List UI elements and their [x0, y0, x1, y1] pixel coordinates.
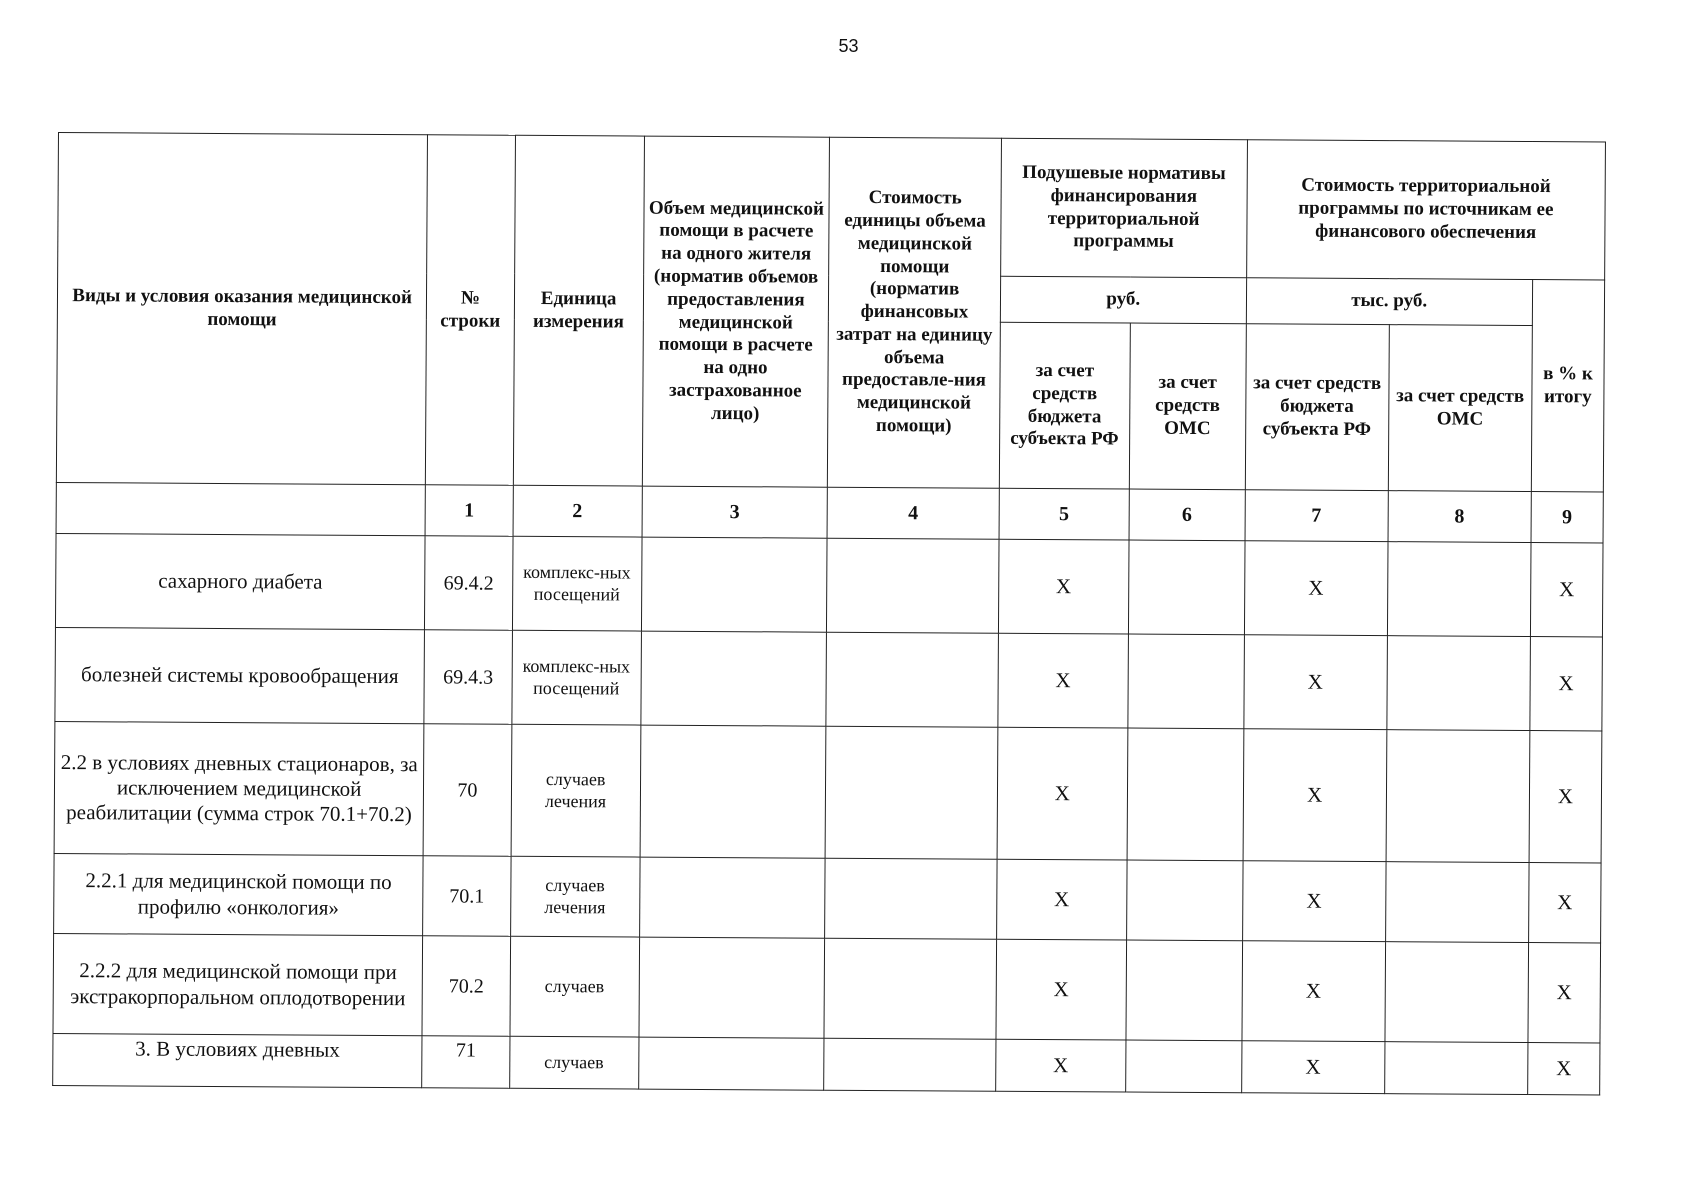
column-number: 5	[999, 488, 1129, 540]
row-oms-thousand	[1387, 542, 1531, 637]
table-row	[53, 1033, 1600, 1094]
header-unit-rub: руб.	[1000, 276, 1246, 324]
row-budget-rf-rub: Х	[997, 727, 1128, 860]
header-oms-rub: за счет средств ОМС	[1129, 323, 1246, 490]
row-unit: комплекс-ных посещений	[512, 536, 641, 631]
header-unit-cost: Стоимость единицы объема медицинской помощи (норматив финансовых затрат на единицу объема предоставле-ния медицинской помощи)	[828, 137, 1002, 488]
row-unit-cost	[824, 1038, 996, 1091]
row-budget-rf-thousand: Х	[1243, 635, 1387, 730]
row-line-number: 71	[422, 1036, 510, 1089]
row-unit: комплекс-ных посещений	[512, 630, 641, 725]
row-percent: Х	[1527, 1042, 1600, 1094]
header-budget-rf-rub: за счет средств бюджета субъекта РФ	[999, 322, 1130, 489]
row-percent: Х	[1528, 942, 1601, 1042]
row-unit-cost	[826, 632, 998, 727]
row-budget-rf-rub: Х	[995, 1039, 1125, 1092]
row-kind: 2.2.2 для медицинской помощи при экстракорпоральном оплодотворении	[53, 933, 423, 1035]
row-volume	[640, 725, 827, 858]
header-total-group: Стоимость территориальной программы по источникам ее финансового обеспечения	[1246, 140, 1605, 280]
row-unit-cost	[825, 858, 997, 939]
row-kind: сахарного диабета	[55, 533, 425, 629]
row-budget-rf-thousand: Х	[1244, 541, 1388, 636]
row-percent: Х	[1528, 862, 1601, 942]
column-number: 6	[1129, 489, 1245, 541]
row-line-number: 70.2	[422, 936, 510, 1037]
row-budget-rf-thousand: Х	[1241, 1041, 1384, 1094]
row-budget-rf-rub: Х	[998, 539, 1129, 634]
row-unit: случаев	[510, 936, 640, 1037]
header-line-number: № строки	[426, 135, 516, 486]
row-line-number: 70	[423, 724, 511, 857]
row-unit-cost	[825, 726, 997, 859]
header-unit: Единица измерения	[513, 135, 644, 486]
header-kind: Виды и условия оказания медицинской помощи	[56, 133, 427, 485]
row-percent: Х	[1530, 543, 1603, 637]
row-oms-rub	[1128, 540, 1244, 635]
row-line-number: 69.4.3	[424, 630, 512, 725]
row-oms-thousand	[1385, 942, 1529, 1043]
page-number: 53	[838, 36, 859, 56]
row-budget-rf-thousand: Х	[1242, 861, 1386, 942]
column-number: 2	[513, 485, 642, 537]
row-kind: болезней системы кровообращения	[55, 627, 425, 723]
column-number: 4	[827, 487, 999, 539]
row-oms-rub	[1128, 634, 1244, 729]
row-budget-rf-rub: Х	[998, 633, 1129, 728]
column-number: 7	[1245, 490, 1388, 542]
row-oms-thousand	[1384, 1042, 1527, 1095]
row-oms-rub	[1126, 940, 1242, 1041]
column-number: 3	[642, 486, 828, 538]
table-row	[55, 533, 1603, 636]
table-row	[54, 721, 1602, 862]
table-row	[53, 933, 1601, 1042]
row-percent: Х	[1529, 731, 1602, 863]
header-percapita-group: Подушевые нормативы финансирования территориальной программы	[1000, 138, 1247, 277]
row-oms-thousand	[1386, 730, 1530, 863]
row-oms-thousand	[1387, 636, 1531, 731]
header-percent: в % к итогу	[1531, 280, 1604, 492]
column-number-blank	[56, 482, 426, 535]
row-budget-rf-rub: Х	[996, 939, 1127, 1040]
row-unit: случаев лечения	[510, 856, 639, 937]
row-oms-thousand	[1385, 862, 1529, 943]
column-number: 9	[1531, 492, 1603, 543]
row-budget-rf-rub: Х	[996, 859, 1126, 940]
header-budget-rf-thousand: за счет средств бюджета субъекта РФ	[1245, 324, 1389, 491]
row-unit-cost	[827, 538, 999, 633]
table-row	[54, 853, 1601, 942]
row-volume	[641, 537, 827, 632]
row-oms-rub	[1125, 1040, 1241, 1093]
row-oms-rub	[1126, 860, 1242, 941]
row-line-number: 69.4.2	[425, 536, 513, 631]
table-row	[55, 627, 1603, 730]
row-kind: 2.2 в условиях дневных стационаров, за исключением медицинской реабилитации (сумма строк 70.1+70.2)	[54, 721, 424, 855]
header-unit-thousand-rub: тыс. руб.	[1246, 278, 1532, 326]
header-oms-thousand: за счет средств ОМС	[1388, 325, 1532, 492]
column-number: 8	[1388, 491, 1531, 543]
row-kind: 2.2.1 для медицинской помощи по профилю «онкология»	[54, 853, 424, 935]
row-oms-rub	[1127, 728, 1244, 861]
row-unit: случаев лечения	[511, 724, 641, 857]
row-volume	[638, 1037, 824, 1090]
column-number: 1	[425, 485, 513, 537]
row-volume	[639, 857, 825, 938]
row-unit-cost	[824, 938, 996, 1039]
row-budget-rf-thousand: Х	[1243, 729, 1387, 862]
row-budget-rf-thousand: Х	[1242, 941, 1386, 1042]
row-percent: Х	[1530, 637, 1603, 731]
row-kind: 3. В условиях дневных	[53, 1033, 423, 1087]
column-number-row	[56, 482, 1603, 542]
row-volume	[640, 631, 826, 726]
header-volume: Объем медицинской помощи в расчете на одного жителя (норматив объемов предоставления медицинской помощи в расчете на одно застрахованное лицо)	[642, 136, 830, 487]
row-volume	[639, 937, 825, 1038]
financing-table	[52, 132, 1606, 1095]
row-unit: случаев	[509, 1036, 638, 1089]
row-line-number: 70.1	[423, 856, 511, 937]
